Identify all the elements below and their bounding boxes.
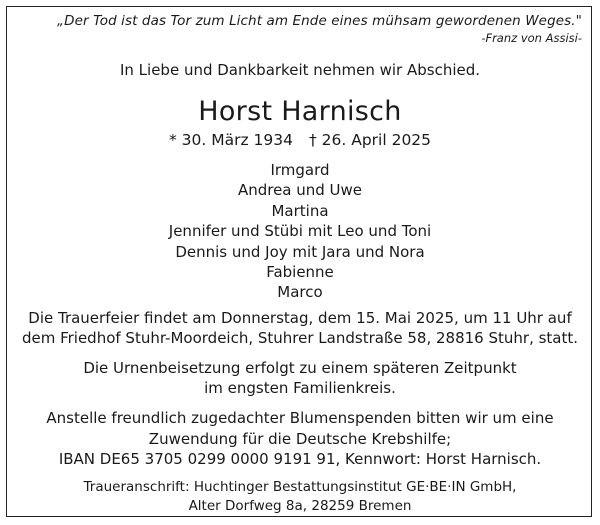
- family-member: Dennis und Joy mit Jara und Nora: [175, 242, 425, 261]
- family-member: Jennifer und Stübi mit Leo und Toni: [168, 222, 432, 241]
- donation-line: Zuwendung für die Deutsche Krebshilfe;: [148, 429, 452, 448]
- quote-text: „Der Tod ist das Tor zum Licht am Ende eines mühsam gewordenen Weges.": [57, 13, 582, 29]
- life-dates: [0, 130, 600, 150]
- urn-line: Die Urnenbeisetzung erfolgt zu einem späteren Zeitpunkt: [83, 359, 517, 377]
- family-member: Martina: [271, 201, 329, 220]
- quote-block: [57, 12, 582, 46]
- address-line: Traueranschrift: Huchtinger Bestattungsinstitut GE·BE·IN GmbH,: [83, 479, 517, 495]
- deceased-name: Horst Harnisch: [198, 96, 402, 127]
- ceremony-line: Die Trauerfeier findet am Donnerstag, dem 15. Mai 2025, um 11 Uhr auf: [28, 309, 572, 327]
- family-member: Andrea und Uwe: [237, 181, 363, 200]
- death-date: † 26. April 2025: [308, 131, 432, 149]
- birth-date: * 30. März 1934: [168, 131, 293, 149]
- donation-line: Anstelle freundlich zugedachter Blumenspenden bitten wir um eine: [46, 409, 554, 427]
- quote-author: -Franz von Assisi-: [481, 31, 582, 45]
- family-member: Fabienne: [266, 263, 334, 282]
- urn-burial-info: [0, 358, 600, 398]
- farewell-intro: In Liebe und Dankbarkeit nehmen wir Abschied.: [119, 61, 481, 79]
- urn-line: im engsten Familienkreis.: [204, 379, 396, 397]
- family-list: [0, 160, 600, 303]
- donation-request: [0, 408, 600, 470]
- ceremony-line: dem Friedhof Stuhr-Moordeich, Stuhrer Landstraße 58, 28816 Stuhr, statt.: [21, 329, 579, 347]
- ceremony-info: [0, 308, 600, 348]
- family-member: Irmgard: [270, 161, 330, 179]
- mourning-address: [0, 478, 600, 516]
- address-line: Alter Dorfweg 8a, 28259 Bremen: [188, 498, 412, 514]
- family-member: Marco: [277, 283, 323, 302]
- donation-iban: IBAN DE65 3705 0299 0000 9191 91, Kennwort: Horst Harnisch.: [58, 450, 542, 468]
